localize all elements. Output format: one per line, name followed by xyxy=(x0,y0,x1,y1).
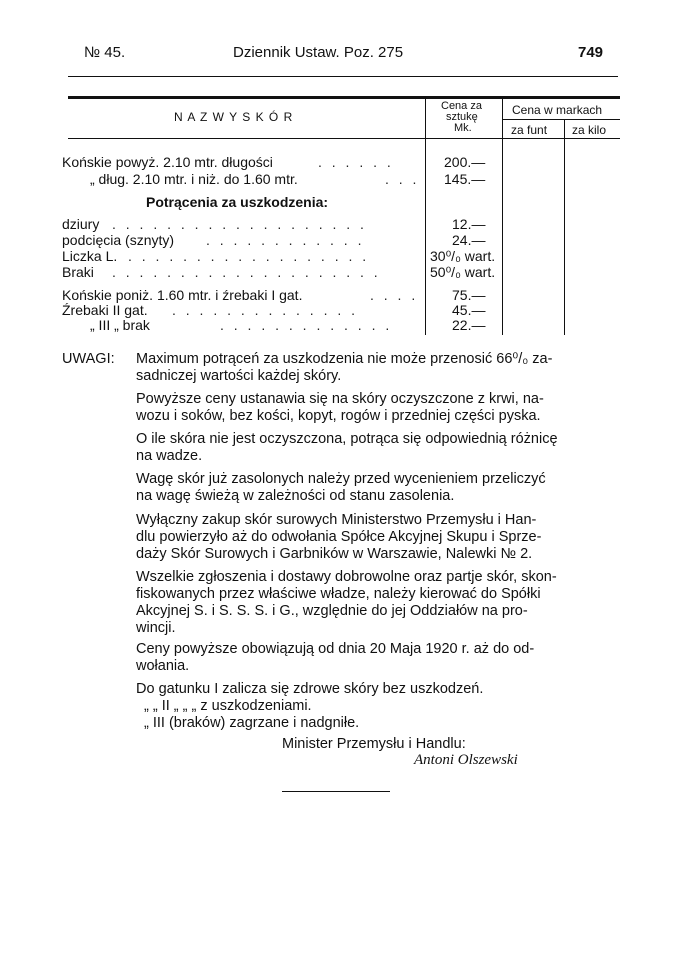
column-header-per-pound: za funt xyxy=(511,123,548,137)
issue-number: № 45. xyxy=(84,44,126,61)
note-line: „ „ II „ „ „ z uszkodzeniami. xyxy=(144,698,312,714)
note-paragraph xyxy=(136,569,618,637)
table-row-name: Liczka L. xyxy=(62,248,118,264)
table-row-price: 145.— xyxy=(444,171,486,187)
table-row-price: 50⁰/₀ wart. xyxy=(430,264,496,280)
table-row-name: podcięcia (sznyty) xyxy=(62,232,175,248)
subheader-rule xyxy=(502,119,620,120)
table-row-leader: . . . . . . . . . . . . . . . . . . . . xyxy=(112,264,381,280)
table-row-name: „ III „ brak xyxy=(90,317,150,333)
notes-label: UWAGI: xyxy=(62,351,115,367)
column-header-price-line3: Mk. xyxy=(454,122,472,134)
note-line: Do gatunku I zalicza się zdrowe skóry bez uszkodzeń. xyxy=(136,681,484,697)
note-paragraph xyxy=(136,641,618,675)
table-row-price: 200.— xyxy=(444,154,486,170)
table-row-leader: . . . . . . . . . . . . . . . . . . . xyxy=(112,216,367,232)
note-paragraph xyxy=(136,681,618,732)
table-row-price: 12.— xyxy=(452,216,486,232)
note-line: Ceny powyższe obowiązują od dnia 20 Maja 1920 r. aż do od- xyxy=(136,641,535,657)
note-line: wincji. xyxy=(136,620,176,636)
note-line: wozu i soków, bez kości, kopyt, rogów i przedniej części pyska. xyxy=(136,408,541,424)
table-row-leader: . . . . xyxy=(370,287,419,303)
note-paragraph xyxy=(136,391,618,425)
table-row-leader: . . . . . . xyxy=(318,154,394,170)
col-divider-2 xyxy=(502,99,503,335)
table-row-name: Końskie poniż. 1.60 mtr. i źrebaki I gat. xyxy=(62,287,303,303)
table-row-leader: . . . . . . . . . . . . xyxy=(206,232,365,248)
note-line: dlu powierzyło aż do odwołania Spółce Akcyjnej Skupu i Sprze- xyxy=(136,529,542,545)
column-header-per-kilo: za kilo xyxy=(572,123,607,137)
note-line: sadniczej wartości każdej skóry. xyxy=(136,368,342,384)
table-row-name: dziury xyxy=(62,216,100,232)
signature-name: Antoni Olszewski xyxy=(414,752,518,768)
note-line: Powyższe ceny ustanawia się na skóry oczyszczone z krwi, na- xyxy=(136,391,544,407)
table-row-price: 22.— xyxy=(452,317,486,333)
note-line: Wyłączny zakup skór surowych Ministerstwo Przemysłu i Han- xyxy=(136,512,537,528)
table-row-price: 24.— xyxy=(452,232,486,248)
note-line: wołania. xyxy=(136,658,190,674)
column-header-price-line1: Cena za xyxy=(441,100,482,112)
table-row-name: Końskie powyż. 2.10 mtr. długości xyxy=(62,154,273,170)
column-header-names: N A Z W Y S K Ó R xyxy=(174,110,294,124)
col-divider-1 xyxy=(425,99,426,335)
note-paragraph xyxy=(136,512,618,563)
note-line: fiskowanych przez właściwe władze, należy kierować do Spółki xyxy=(136,586,541,602)
table-row-price: 75.— xyxy=(452,287,486,303)
note-line: Wagę skór już zasolonych należy przed wycenieniem przeliczyć xyxy=(136,471,546,487)
note-paragraph xyxy=(136,431,618,465)
table-row-leader: . . . xyxy=(385,171,420,187)
table-header-rule xyxy=(68,138,620,139)
note-line: Akcyjnej S. i S. S. S. i G., względnie do jej Oddziałów na pro- xyxy=(136,603,528,619)
note-line: na wadze. xyxy=(136,448,203,464)
note-line: Wszelkie zgłoszenia i dostawy dobrowolne oraz partje skór, skon- xyxy=(136,569,557,585)
journal-title: Dziennik Ustaw. Poz. 275 xyxy=(233,44,404,61)
table-section-heading: Potrącenia za uszkodzenia: xyxy=(146,194,329,210)
column-header-marks: Cena w markach xyxy=(512,103,603,117)
table-row-leader: . . . . . . . . . . . . . xyxy=(220,317,393,333)
page-number: 749 xyxy=(578,44,604,61)
signature-title: Minister Przemysłu i Handlu: xyxy=(282,736,466,752)
note-line: „ III (braków) zagrzane i nadgniłe. xyxy=(144,715,360,731)
table-row-name: Źrebaki II gat. xyxy=(62,302,148,318)
note-line: O ile skóra nie jest oczyszczona, potrąca się odpowiednią różnicę xyxy=(136,431,558,447)
note-paragraph xyxy=(136,351,618,385)
note-line: Maximum potrąceń za uszkodzenia nie może przenosić 66⁰/₀ za- xyxy=(136,351,553,367)
col-divider-3 xyxy=(564,120,565,335)
table-row-leader: . . . . . . . . . . . . . . xyxy=(172,302,359,318)
header-rule xyxy=(68,76,618,77)
note-line: daży Skór Surowych i Garbników w Warszawie, Nalewki № 2. xyxy=(136,546,533,562)
table-top-rule xyxy=(68,96,620,99)
note-line: na wagę świeżą w zależności od stanu zasolenia. xyxy=(136,488,455,504)
table-row-leader: . . . . . . . . . . . . . . . . . . xyxy=(128,248,370,264)
table-row-price: 45.— xyxy=(452,302,486,318)
table-row-name: „ dług. 2.10 mtr. i niż. do 1.60 mtr. xyxy=(90,171,298,187)
table-row-price: 30⁰/₀ wart. xyxy=(430,248,496,264)
column-header-price-line2: sztukę xyxy=(446,111,478,123)
note-paragraph xyxy=(136,471,618,505)
table-row-name: Braki xyxy=(62,264,94,280)
closing-rule xyxy=(282,791,390,792)
